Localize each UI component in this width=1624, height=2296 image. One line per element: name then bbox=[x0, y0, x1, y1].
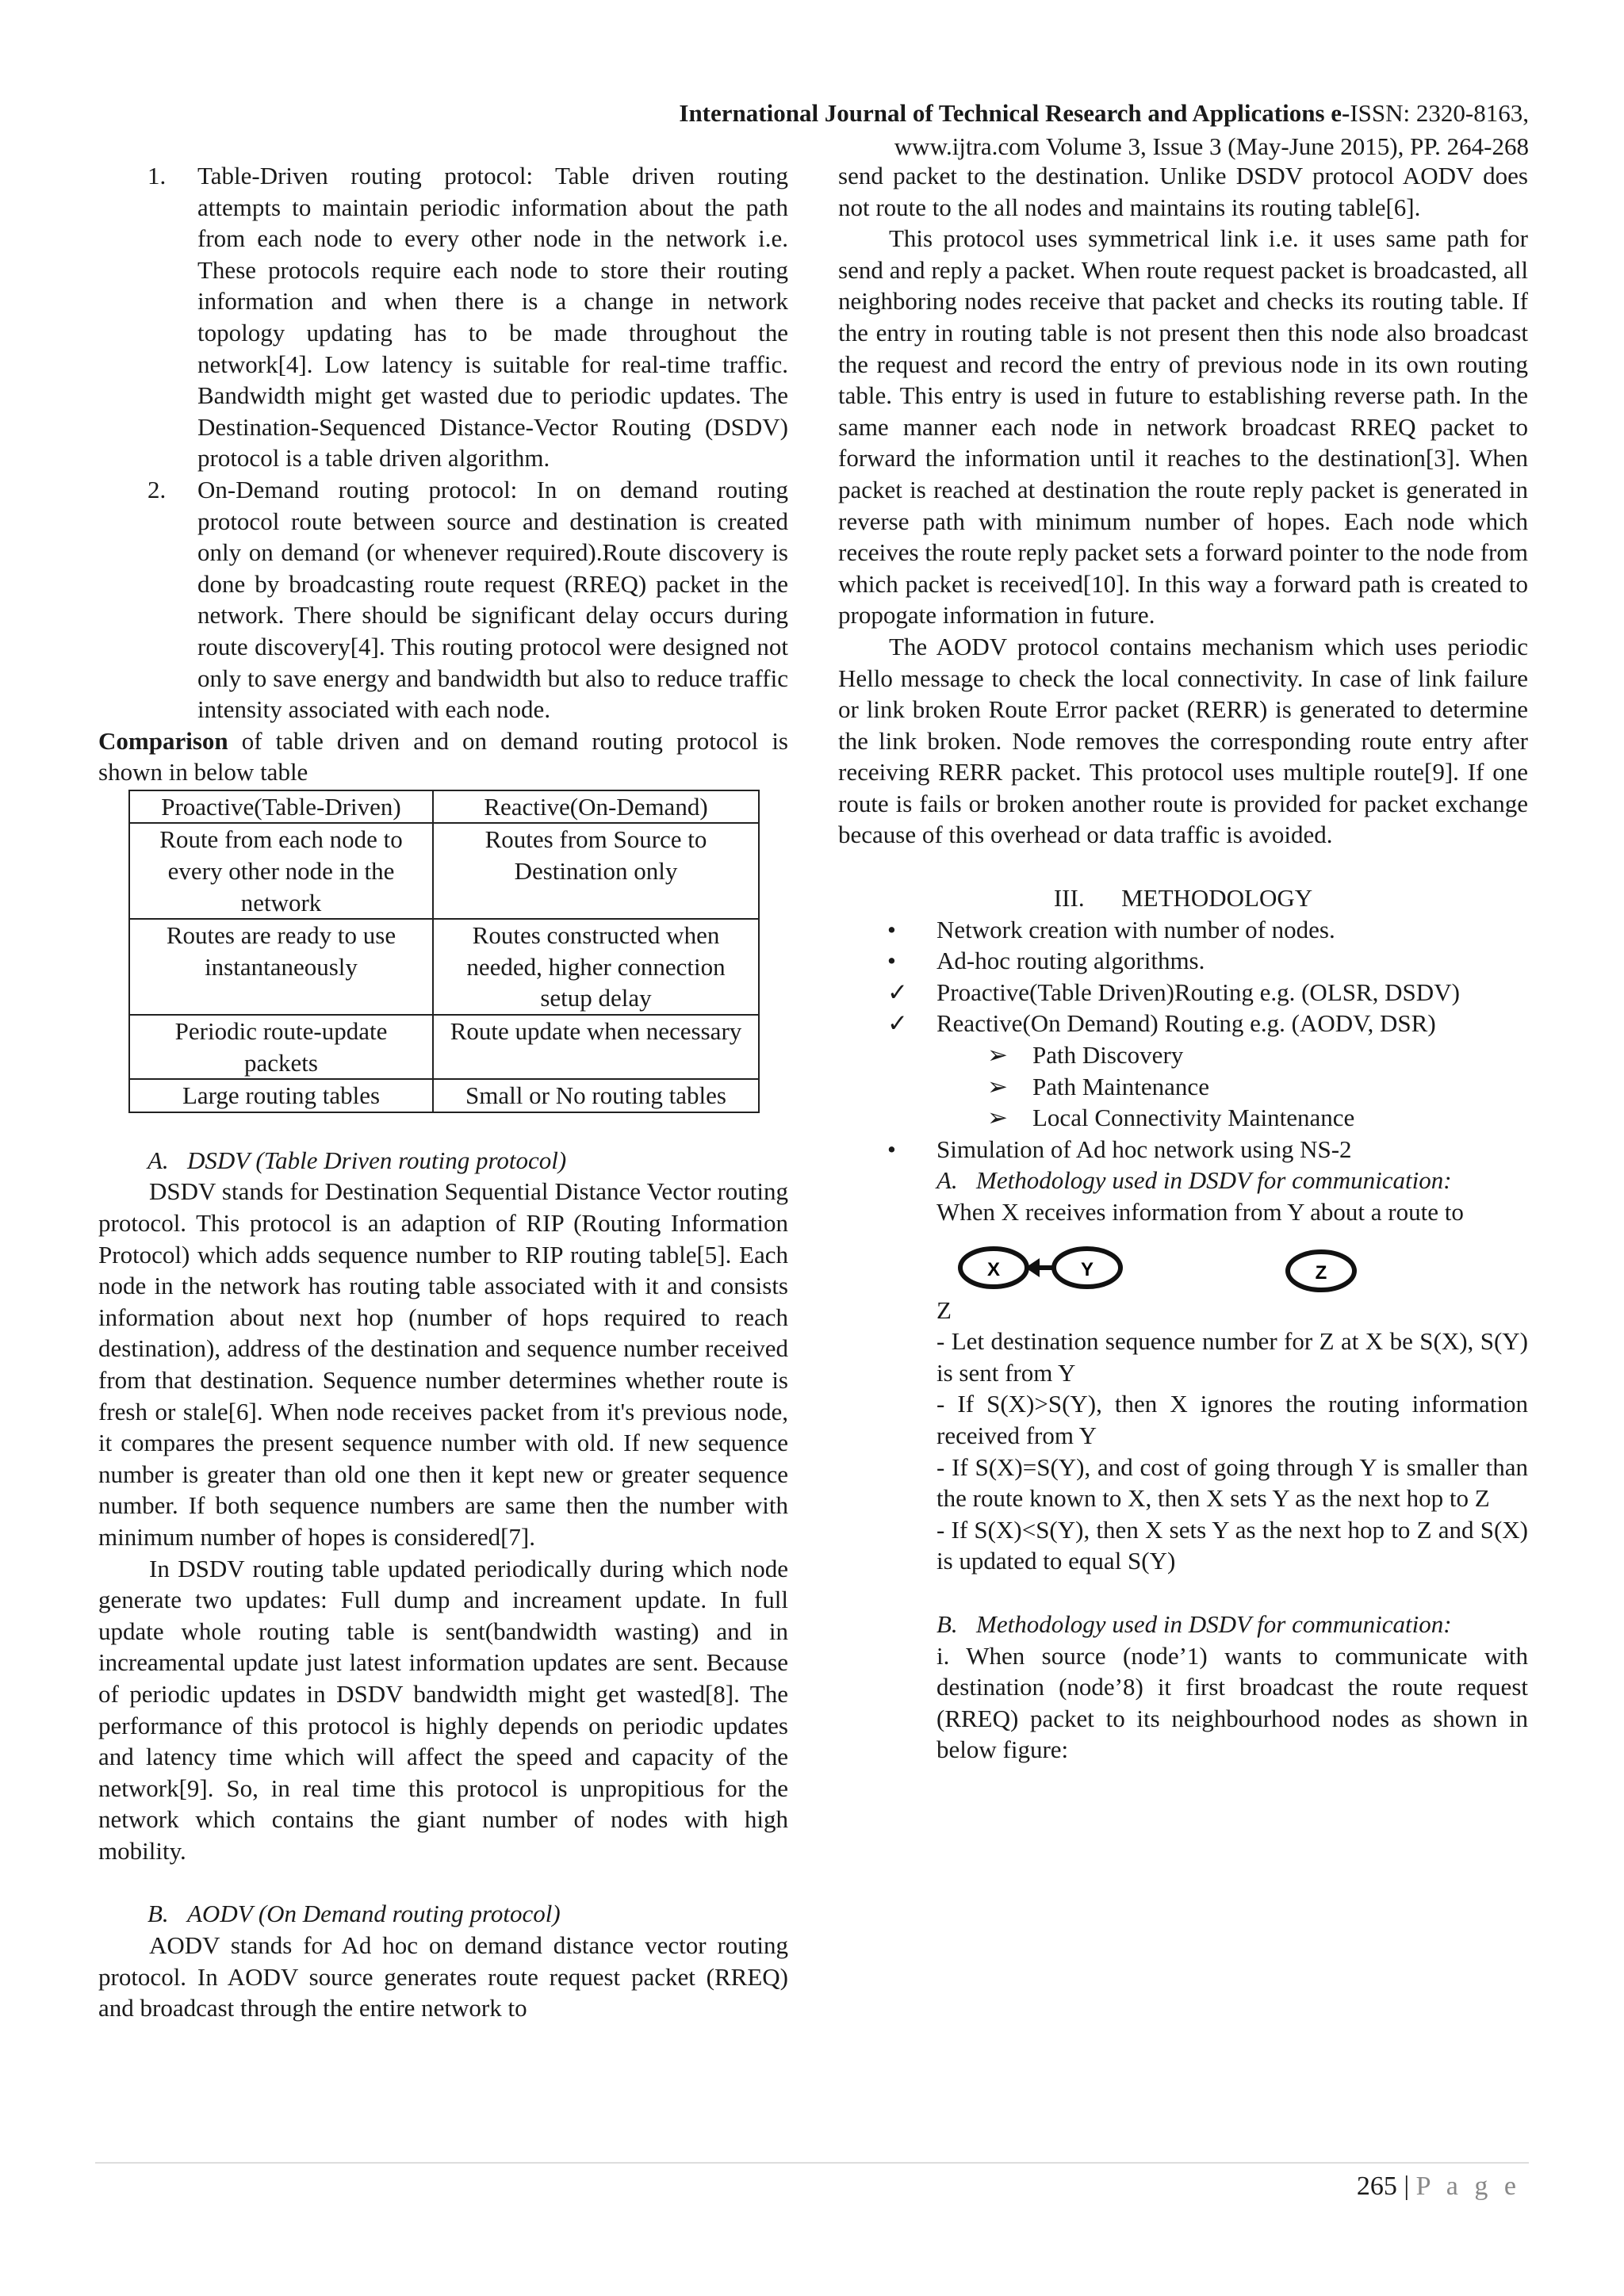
list-number: 2. bbox=[147, 475, 167, 503]
list-text: Reactive(On Demand) Routing e.g. (AODV, DSR) bbox=[936, 1009, 1436, 1038]
arrow-bullet-icon: ➢ bbox=[987, 1041, 1008, 1070]
list-text: On-Demand routing protocol: In on demand routing protocol route between source and destination is created only on demand (or whenever required).Route discovery is done by broadcasting route request (RREQ) packet in the network. There should be significant delay occurs during route discovery[4]. This routing protocol were designed not only to save energy and bandwidth but also to reduce traffic intensity associated with each node. bbox=[197, 475, 788, 724]
arrow-bullet-icon: ➢ bbox=[987, 1072, 1008, 1100]
node-diagram bbox=[936, 1236, 1528, 1295]
journal-volume-line: www.ijtra.com Volume 3, Issue 3 (May-June 2015), PP. 264-268 bbox=[894, 132, 1529, 160]
arrow-bullet-icon: ➢ bbox=[987, 1104, 1008, 1132]
z-line: Z bbox=[936, 1295, 952, 1324]
checkmark-icon: ✓ bbox=[887, 978, 908, 1006]
bullet-mark: • bbox=[887, 947, 896, 975]
list-text: Proactive(Table Driven)Routing e.g. (OLSR, DSDV) bbox=[936, 978, 1460, 1006]
table-row bbox=[129, 1015, 759, 1079]
table-cell: Proactive(Table-Driven) bbox=[129, 790, 433, 824]
protocol-list bbox=[98, 160, 788, 725]
list-text: Path Discovery bbox=[1032, 1041, 1184, 1070]
left-column bbox=[98, 160, 788, 2024]
page-number: 265 | bbox=[1356, 2172, 1416, 2201]
list-item bbox=[98, 160, 788, 474]
list-item bbox=[838, 1071, 1528, 1103]
dsdv-heading bbox=[98, 1145, 788, 1177]
section-letter: A. bbox=[147, 1146, 169, 1174]
section-letter: B. bbox=[147, 1900, 169, 1928]
journal-issn: ISSN: 2320-8163, bbox=[1350, 99, 1529, 127]
rule-line: - If S(X)<S(Y), then X sets Y as the next hop to Z and S(X) is updated to equal S(Y) bbox=[936, 1515, 1528, 1575]
list-text: Table-Driven routing protocol: Table driven routing attempts to maintain periodic information about the path from each node to every other node in the network i.e. These protocols require each node to store their routing information and when there is a change in network topology updating has to be made throughout the network[4]. Low latency is suitable for real-time traffic. Bandwidth might get wasted due to periodic updates. The Destination-Sequenced Distance-Vector Routing (DSDV) protocol is a table driven algorithm. bbox=[197, 162, 788, 473]
list-number: 1. bbox=[147, 162, 167, 189]
node-y-label: Y bbox=[1080, 1258, 1094, 1280]
right-column bbox=[838, 160, 1528, 1766]
comparison-intro bbox=[98, 725, 788, 788]
node-diagram-svg bbox=[936, 1236, 1381, 1295]
page-footer bbox=[1357, 2171, 1521, 2202]
table-cell: Reactive(On-Demand) bbox=[433, 790, 759, 824]
comparison-text: of table driven and on demand routing protocol is shown in below table bbox=[98, 726, 788, 786]
dsdv-paragraph-1: DSDV stands for Destination Sequential Distance Vector routing protocol. This protocol is an adaption of RIP (Routing Information Protocol) which adds sequence number to RIP routing table[5]. Each node in the network has routing table associated with it and consists information about next hop (number of hops required to reach destination), address of the destination and sequence number received from that destination. Sequence number determines whether route is fresh or stale[6]. When node receives packet from it's previous node, it compares the present sequence number with old. If new sequence number is greater than old one then it kept new or greater sequence number. If both sequence numbers are same then the number with minimum number of hopes is considered[7]. bbox=[98, 1177, 788, 1551]
bullet-mark: • bbox=[887, 1135, 896, 1163]
dsdv-paragraph-2: In DSDV routing table updated periodically during which node generate two updates: Full dump and increament update. In full update whole routing table is sent(bandwidth wasting) and in increamental update just latest information updates are sent. Because of periodic updates in DSDV bandwidth might get wasted[8]. The performance of this protocol is highly depends on periodic updates and latency time which will affect the speed and capacity of the network[9]. So, in real time this protocol is unpropitious for the network which contains the giant number of nodes with high mobility. bbox=[98, 1554, 788, 1865]
table-cell: Routes are ready to use instantaneously bbox=[129, 919, 433, 1015]
rule-line: - If S(X)>S(Y), then X ignores the routing information received from Y bbox=[936, 1390, 1528, 1449]
aodv-paragraph-2: This protocol uses symmetrical link i.e. it uses same path for send and reply a packet. When route request packet is broadcasted, all neighboring nodes receive that packet and checks its routing table. If the entry in routing table is not present then this node also broadcast the request and record the entry of previous node in its own routing table. This entry is used in future to establishing reverse path. In the same manner each node in network broadcast RREQ packet to forward the information until it reaches to the destination[3]. When packet is reached at destination the route reply packet is generated in reverse path with minimum number of hopes. Each node which receives the route reply packet sets a forward pointer to the node from which packet is received[10]. In this way a forward path is created to propogate information in future. bbox=[838, 224, 1528, 629]
journal-header bbox=[577, 97, 1529, 163]
section-title: AODV (On Demand routing protocol) bbox=[187, 1900, 561, 1928]
rule-line: - If S(X)=S(Y), and cost of going through Y is smaller than the route known to X, then X sets Y as the next hop to Z bbox=[936, 1452, 1528, 1513]
methodology-a-heading bbox=[936, 1165, 1528, 1196]
section-title: Methodology used in DSDV for communication: bbox=[976, 1609, 1452, 1638]
aodv-paragraph-cont: send packet to the destination. Unlike DSDV protocol AODV does not route to the all nodes and maintains its routing table[6]. bbox=[838, 162, 1528, 221]
table-cell: Large routing tables bbox=[129, 1079, 433, 1112]
section-letter: A. bbox=[936, 1166, 958, 1195]
table-row bbox=[129, 823, 759, 919]
section-letter: B. bbox=[936, 1609, 958, 1638]
list-item bbox=[838, 914, 1528, 946]
list-text: Path Maintenance bbox=[1032, 1072, 1209, 1100]
section-title: Methodology used in DSDV for communication: bbox=[976, 1166, 1452, 1195]
rule-line: - Let destination sequence number for Z at X be S(X), S(Y) is sent from Y bbox=[936, 1327, 1528, 1387]
list-text: Ad-hoc routing algorithms. bbox=[936, 947, 1205, 975]
journal-title-line bbox=[577, 97, 1529, 130]
list-item bbox=[838, 977, 1528, 1008]
node-z-label: Z bbox=[1315, 1261, 1327, 1284]
table-cell: Routes constructed when needed, higher connection setup delay bbox=[433, 919, 759, 1015]
list-item bbox=[838, 945, 1528, 977]
comparison-table bbox=[128, 790, 760, 1113]
methodology-list-2 bbox=[838, 1134, 1528, 1165]
table-row bbox=[129, 1079, 759, 1112]
list-text: Simulation of Ad hoc network using NS-2 bbox=[936, 1135, 1352, 1163]
list-text: Network creation with number of nodes. bbox=[936, 915, 1335, 943]
list-item bbox=[98, 474, 788, 725]
table-cell: Route update when necessary bbox=[433, 1015, 759, 1079]
bullet-mark: • bbox=[887, 915, 896, 943]
methodology-b-heading bbox=[936, 1609, 1528, 1640]
journal-name: International Journal of Technical Research and Applications e- bbox=[679, 99, 1350, 127]
table-row bbox=[129, 919, 759, 1015]
aodv-heading bbox=[98, 1898, 788, 1930]
list-item bbox=[838, 1008, 1528, 1039]
methodology-heading: III. METHODOLOGY bbox=[1053, 884, 1313, 913]
table-row bbox=[129, 790, 759, 824]
methodology-b-text: i. When source (node’1) wants to communicate with destination (node’8) it first broadcast the route request (RREQ) packet to its neighbourhood nodes as shown in below figure: bbox=[936, 1641, 1528, 1764]
aodv-paragraph-1: AODV stands for Ad hoc on demand distance vector routing protocol. In AODV source generates route request packet (RREQ) and broadcast through the entire network to bbox=[98, 1931, 788, 2022]
methodology-list bbox=[838, 914, 1528, 1039]
methodology-a-block bbox=[838, 1165, 1528, 1766]
list-item bbox=[838, 1039, 1528, 1071]
page-label: P a g e bbox=[1415, 2172, 1521, 2201]
node-x-label: X bbox=[986, 1258, 1001, 1280]
checkmark-icon: ✓ bbox=[887, 1009, 908, 1038]
table-cell: Route from each node to every other node in the network bbox=[129, 823, 433, 919]
table-cell: Routes from Source to Destination only bbox=[433, 823, 759, 919]
aodv-paragraph-3: The AODV protocol contains mechanism which uses periodic Hello message to check the local connectivity. In case of link failure or link broken Route Error packet (RERR) is generated to determine the link broken. Node removes the corresponding route entry after receiving RERR packet. This protocol uses multiple route[9]. If one route is fails or broken another route is provided for packet exchange because of this overhead or data traffic is avoided. bbox=[838, 632, 1528, 849]
table-cell: Periodic route-update packets bbox=[129, 1015, 433, 1079]
list-text: Local Connectivity Maintenance bbox=[1032, 1104, 1355, 1132]
section-title: DSDV (Table Driven routing protocol) bbox=[187, 1146, 567, 1174]
list-item bbox=[838, 1102, 1528, 1134]
methodology-sublist bbox=[838, 1039, 1528, 1134]
comparison-bold: Comparison bbox=[98, 726, 228, 755]
list-item bbox=[838, 1134, 1528, 1165]
methodology-a-intro: When X receives information from Y about a route to bbox=[936, 1198, 1464, 1226]
table-cell: Small or No routing tables bbox=[433, 1079, 759, 1112]
footer-divider bbox=[95, 2162, 1529, 2164]
